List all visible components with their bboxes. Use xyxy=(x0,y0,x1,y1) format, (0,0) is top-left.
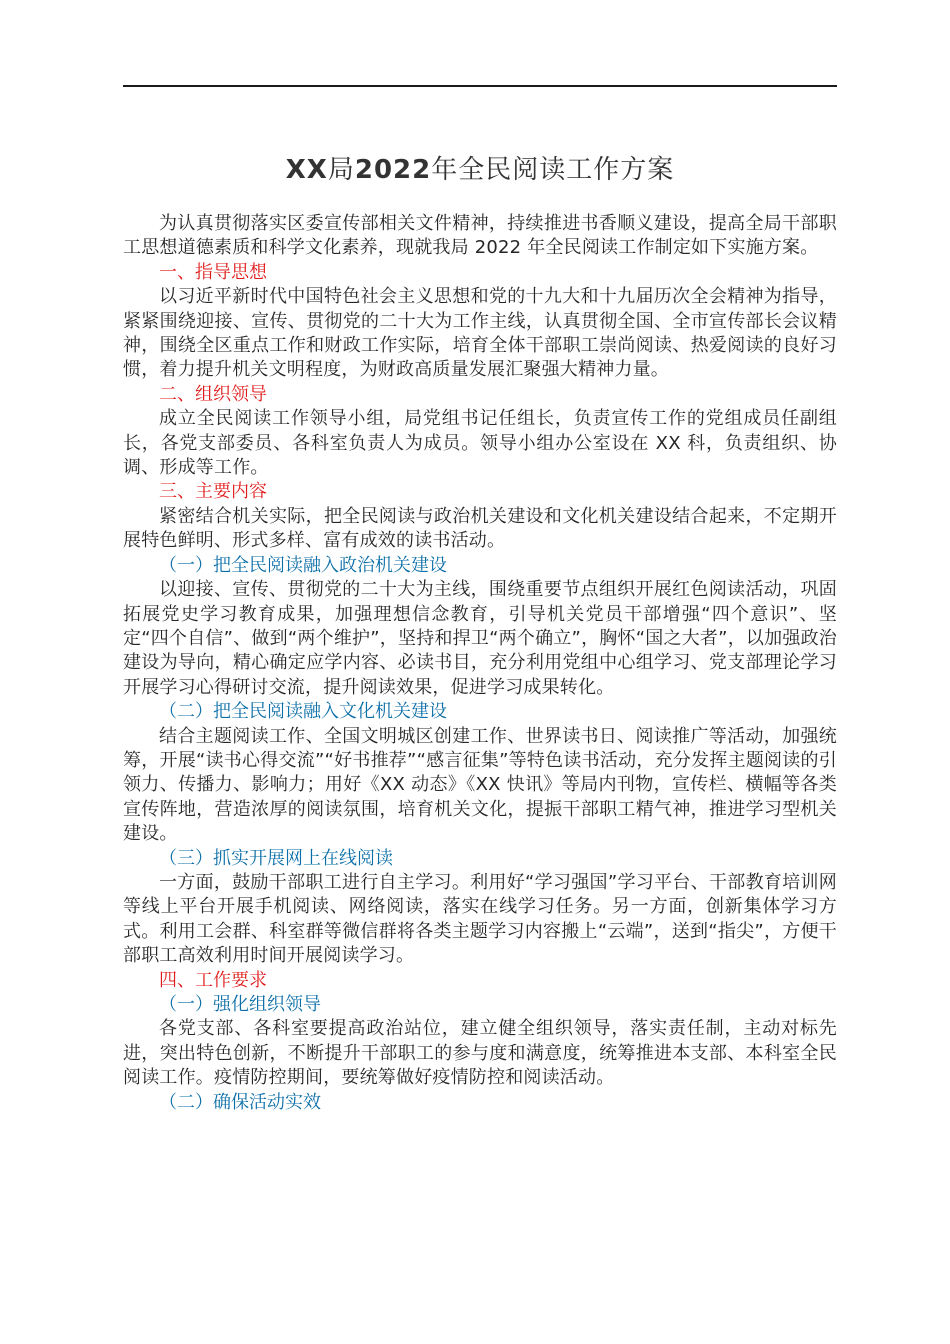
intro-paragraph: 为认真贯彻落实区委宣传部相关文件精神，持续推进书香顺义建设，提高全局干部职工思想道德素质和科学文化素养，现就我局 2022 年全民阅读工作制定如下实施方案。 xyxy=(123,213,837,259)
subsection-text-online: 一方面，鼓励干部职工进行自主学习。利用好“学习强国”学习平台、干部教育培训网等线上平台开展手机阅读、网络阅读，落实在线学习任务。另一方面，创新集体学习方式。利用工会群、科室群等微信群将各类主题学习内容搬上“云端”，送到“指尖”，方便干部职工高效利用时间开展阅读学习。 xyxy=(123,871,837,967)
section-text-content: 紧密结合机关实际，把全民阅读与政治机关建设和文化机关建设结合起来，不定期开展特色鲜明、形式多样、富有成效的读书活动。 xyxy=(123,505,837,552)
section-heading-organization: 二、组织领导 xyxy=(159,383,267,405)
title-rest: 年全民阅读工作方案 xyxy=(431,155,675,185)
subsection-heading-effectiveness: （二）确保活动实效 xyxy=(159,1091,321,1113)
section-heading-requirements: 四、工作要求 xyxy=(159,969,267,991)
subsection-heading-leadership: （一）强化组织领导 xyxy=(159,994,321,1015)
section-text-organization: 成立全民阅读工作领导小组，局党组书记任组长，负责宣传工作的党组成员任副组长，各党支部委员、各科室负责人为成员。领导小组办公室设在 XX 科，负责组织、协调、形成等工作。 xyxy=(123,408,837,479)
section-text-guiding: 以习近平新时代中国特色社会主义思想和党的十九大和十九届历次全会精神为指导，紧紧围绕迎接、宣传、贯彻党的二十大为工作主线，认真贯彻全国、全市宣传部长会议精神，围绕全区重点工作和财政工作实际，培育全体干部职工崇尚阅读、热爱阅读的良好习惯，着力提升机关文明程度，为财政高质量发展汇聚强大精神力量。 xyxy=(123,286,837,381)
subsection-heading-cultural: （二）把全民阅读融入文化机关建设 xyxy=(159,701,447,723)
subsection-text-political: 以迎接、宣传、贯彻党的二十大为主线，围绕重要节点组织开展红色阅读活动，巩固拓展党史学习教育成果，加强理想信念教育，引导机关党员干部增强“四个意识”、坚定“四个自信”、做到“两个维护”，坚持和捍卫“两个确立”，胸怀“国之大者”，以加强政治建设为导向，精心确定应学内容、必读书目，充分利用党组中心组学习、党支部理论学习开展学习心得研讨交流，提升阅读效果，促进学习成果转化。 xyxy=(123,579,837,698)
title-xx: XX xyxy=(285,155,328,185)
subsection-text-leadership: 各党支部、各科室要提高政治站位，建立健全组织领导，落实责任制，主动对标先进，突出特色创新，不断提升干部职工的参与度和满意度，统筹推进本支部、本科室全民阅读工作。疫情防控期间，要统筹做好疫情防控和阅读活动。 xyxy=(123,1018,837,1089)
title-year: 2022 xyxy=(354,155,432,185)
subsection-heading-political: （一）把全民阅读融入政治机关建设 xyxy=(159,554,447,576)
header-rule xyxy=(123,85,837,87)
subsection-heading-online: （三）抓实开展网上在线阅读 xyxy=(159,847,393,869)
section-heading-guiding: 一、指导思想 xyxy=(159,261,267,283)
page-title xyxy=(123,150,837,190)
title-ju: 局 xyxy=(327,155,355,185)
document-body xyxy=(123,212,837,1115)
section-heading-content: 三、主要内容 xyxy=(159,481,267,503)
subsection-text-cultural: 结合主题阅读工作、全国文明城区创建工作、世界读书日、阅读推广等活动，加强统筹，开展“读书心得交流”“好书推荐”“感言征集”等特色读书活动，充分发挥主题阅读的引领力、传播力、影响力；用好《XX 动态》《XX 快讯》等局内刊物，宣传栏、横幅等各类宣传阵地，营造浓厚的阅读氛围，培育机关文化，提振干部职工精气神，推进学习型机关建设。 xyxy=(123,725,837,845)
